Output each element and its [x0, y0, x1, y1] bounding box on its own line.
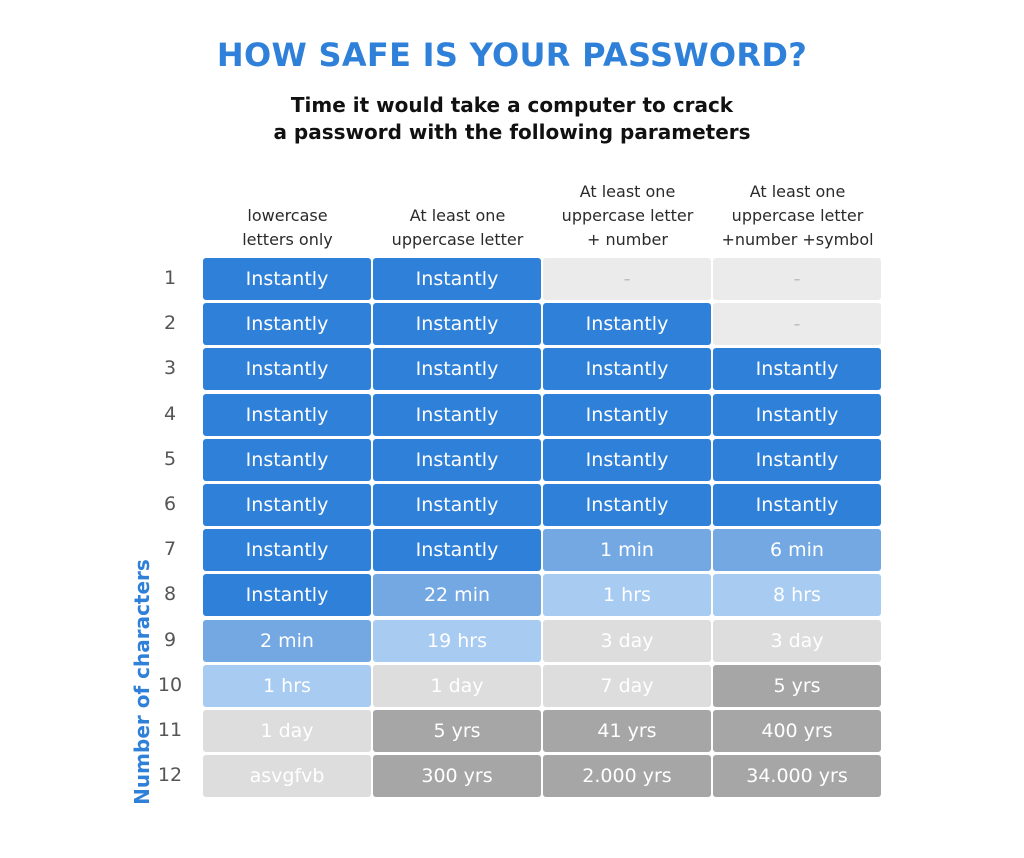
table-cell	[203, 710, 371, 752]
table-cell	[373, 710, 541, 752]
table-cell	[203, 755, 371, 797]
cell-value: 1 min	[600, 539, 654, 562]
cell-value: Instantly	[755, 494, 839, 516]
cell-value: Instantly	[245, 313, 329, 336]
table-cell	[543, 574, 711, 616]
cell-value: Instantly	[245, 358, 329, 381]
table-cell	[373, 755, 541, 797]
table-cell	[713, 665, 881, 707]
cell-value: Instantly	[755, 448, 839, 471]
table-cell	[713, 484, 881, 526]
cell-value: Instantly	[585, 448, 669, 471]
table-cell	[203, 620, 371, 662]
table-cell	[203, 348, 371, 390]
table-cell	[203, 484, 371, 526]
table-cell	[373, 439, 541, 481]
cell-value: Instantly	[415, 403, 499, 426]
table-cell	[373, 303, 541, 345]
table-cell	[713, 574, 881, 616]
column-header-line: uppercase letter	[561, 206, 694, 225]
column-header-line: uppercase letter	[731, 206, 864, 225]
row-label-6: 6	[163, 493, 177, 515]
cell-value: 5 yrs	[773, 674, 821, 697]
table-cell	[543, 484, 711, 526]
cell-value: Instantly	[755, 403, 839, 426]
column-header-3	[542, 180, 713, 252]
cell-value: 5 yrs	[433, 720, 481, 742]
cell-value: Instantly	[585, 313, 669, 336]
table-cell	[543, 258, 711, 300]
column-header-1	[202, 204, 373, 252]
cell-value: 34.000 yrs	[746, 765, 848, 788]
column-header-line: letters only	[242, 230, 333, 249]
table-cell	[203, 574, 371, 616]
cell-value: 1 hrs	[263, 674, 311, 697]
subtitle-line-2: a password with the following parameters	[273, 120, 751, 144]
column-header-2	[372, 204, 543, 252]
table-cell	[713, 303, 881, 345]
cell-value: 7 day	[600, 674, 654, 697]
cell-value: -	[793, 268, 801, 290]
cell-value: 41 yrs	[597, 720, 657, 742]
cell-value: 1 day	[430, 674, 484, 697]
row-label-3: 3	[163, 357, 177, 380]
cell-value: Instantly	[585, 403, 669, 426]
column-header-line: +number +symbol	[721, 230, 874, 249]
cell-value: Instantly	[245, 268, 329, 290]
cell-value: 8 hrs	[773, 584, 821, 607]
cell-value: 3 day	[770, 629, 824, 652]
table-cell	[203, 258, 371, 300]
cell-value: 2 min	[260, 629, 314, 652]
table-cell	[373, 484, 541, 526]
row-label-11: 11	[157, 719, 183, 741]
column-header-line: At least one	[579, 182, 676, 201]
table-cell	[543, 348, 711, 390]
table-cell	[373, 258, 541, 300]
table-cell	[543, 303, 711, 345]
cell-value: Instantly	[245, 584, 329, 607]
cell-value: 2.000 yrs	[582, 765, 672, 788]
cell-value: -	[793, 313, 801, 336]
cell-value: Instantly	[245, 448, 329, 471]
y-axis-label: Number of characters	[130, 559, 154, 805]
cell-value: Instantly	[415, 448, 499, 471]
row-label-8: 8	[163, 583, 177, 606]
table-cell	[713, 755, 881, 797]
table-cell	[373, 348, 541, 390]
cell-value: Instantly	[415, 268, 499, 290]
table-cell	[713, 394, 881, 436]
cell-value: asvgfvb	[249, 765, 325, 788]
page-title: HOW SAFE IS YOUR PASSWORD?	[216, 36, 808, 74]
column-header-line: uppercase letter	[391, 230, 524, 249]
cell-value: Instantly	[245, 539, 329, 562]
cell-value: Instantly	[585, 358, 669, 381]
table-cell	[543, 620, 711, 662]
cell-value: 300 yrs	[421, 765, 493, 788]
cell-value: 19 hrs	[427, 629, 487, 652]
table-cell	[203, 303, 371, 345]
cell-value: 1 day	[260, 720, 314, 742]
column-header-line: lowercase	[247, 206, 328, 225]
table-cell	[543, 755, 711, 797]
cell-value: Instantly	[415, 539, 499, 562]
row-label-1: 1	[163, 267, 177, 289]
cell-value: Instantly	[245, 494, 329, 516]
table-cell	[373, 574, 541, 616]
row-label-2: 2	[163, 312, 177, 335]
table-cell	[203, 665, 371, 707]
cell-value: Instantly	[415, 313, 499, 336]
row-label-7: 7	[163, 538, 177, 561]
subtitle-line-1: Time it would take a computer to crack	[290, 93, 734, 117]
table-cell	[373, 529, 541, 571]
page-subtitle	[0, 92, 1024, 146]
table-cell	[713, 529, 881, 571]
table-cell	[373, 665, 541, 707]
row-label-9: 9	[163, 628, 177, 651]
table-cell	[543, 710, 711, 752]
row-label-5: 5	[163, 447, 177, 470]
column-header-line: At least one	[409, 206, 506, 225]
cell-value: Instantly	[245, 403, 329, 426]
cell-value: 22 min	[423, 584, 491, 607]
cell-value: Instantly	[415, 358, 499, 381]
table-cell	[373, 394, 541, 436]
row-label-12: 12	[157, 764, 183, 787]
column-header-line: At least one	[749, 182, 846, 201]
row-label-10: 10	[157, 673, 183, 696]
cell-value: Instantly	[415, 494, 499, 516]
cell-value: Instantly	[585, 494, 669, 516]
column-header-line: + number	[587, 230, 668, 249]
row-label-4: 4	[163, 402, 177, 425]
cell-value: Instantly	[755, 358, 839, 381]
table-cell	[543, 529, 711, 571]
table-cell	[543, 394, 711, 436]
table-cell	[203, 439, 371, 481]
table-cell	[203, 529, 371, 571]
table-cell	[713, 439, 881, 481]
table-cell	[713, 348, 881, 390]
cell-value: 3 day	[600, 629, 654, 652]
cell-value: -	[623, 268, 631, 290]
table-cell	[543, 665, 711, 707]
table-cell	[713, 620, 881, 662]
cell-value: 6 min	[770, 539, 824, 562]
table-cell	[713, 710, 881, 752]
table-cell	[713, 258, 881, 300]
column-header-4	[712, 180, 883, 252]
cell-value: 1 hrs	[603, 584, 651, 607]
table-cell	[373, 620, 541, 662]
cell-value: 400 yrs	[761, 720, 833, 742]
table-cell	[203, 394, 371, 436]
table-cell	[543, 439, 711, 481]
